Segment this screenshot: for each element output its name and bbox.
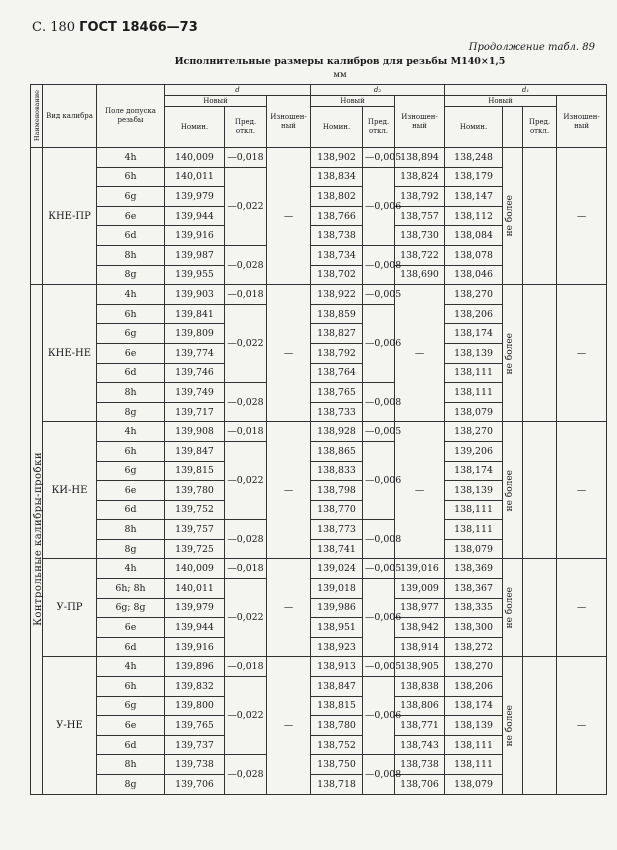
d2-nominal-cell: 138,765 — [311, 383, 363, 403]
d1-new-header: Новый — [445, 96, 557, 107]
d1-worn-cell: — — [557, 148, 607, 285]
units-label: мм — [333, 70, 347, 80]
d-nominal-cell: 139,774 — [165, 343, 225, 363]
d-new-header: Новый — [165, 96, 267, 107]
tolerance-cell: 6h; 8h — [97, 579, 165, 599]
d-nominal-cell: 139,896 — [165, 657, 225, 677]
d2-header: d₂ — [311, 85, 445, 96]
d1-nominal-cell: 139,206 — [445, 441, 503, 461]
d2-nominal-cell: 138,834 — [311, 167, 363, 187]
d2-worn-cell: 138,743 — [395, 735, 445, 755]
continuation-label: Продолжение табл. 89 — [468, 42, 595, 53]
d1-nominal-cell: 138,270 — [445, 285, 503, 305]
d-worn-cell: — — [267, 148, 311, 285]
tolerance-cell: 6g — [97, 324, 165, 344]
d1-nominal-cell: 138,270 — [445, 657, 503, 677]
d1-nominal-cell: 138,111 — [445, 520, 503, 540]
d-nominal-cell: 139,800 — [165, 696, 225, 716]
d2-worn-cell: 138,905 — [395, 657, 445, 677]
d2-worn-cell: 138,706 — [395, 775, 445, 795]
d2-nominal-cell: 138,780 — [311, 716, 363, 736]
type-cell: У-ПР — [43, 559, 97, 657]
tolerance-cell: 6d — [97, 637, 165, 657]
d-nominal-cell: 139,832 — [165, 677, 225, 697]
d-dev-cell: —0,018 — [225, 285, 267, 305]
group-label-cell — [31, 285, 43, 794]
d2-nominal-cell: 138,764 — [311, 363, 363, 383]
standard-code: ГОСТ 18466—73 — [79, 20, 198, 35]
d-worn-cell: — — [267, 559, 311, 657]
tolerance-cell: 6e — [97, 716, 165, 736]
d2-nominal-cell: 138,865 — [311, 441, 363, 461]
d2-nominal-cell: 138,792 — [311, 343, 363, 363]
tolerance-cell: 6g — [97, 696, 165, 716]
d-nominal-cell: 139,944 — [165, 618, 225, 638]
d2-nominal-cell: 138,702 — [311, 265, 363, 285]
tolerance-cell: 6d — [97, 500, 165, 520]
d1-nominal-cell: 138,139 — [445, 343, 503, 363]
d1-dev-cell — [523, 657, 557, 794]
d1-nominal-cell: 138,300 — [445, 618, 503, 638]
d2-dev-cell: —0,005 — [363, 657, 395, 677]
d-dev-cell: —0,018 — [225, 148, 267, 168]
d2-nominal-cell: 138,734 — [311, 245, 363, 265]
table-row — [31, 657, 607, 677]
d1-nominal-cell: 138,147 — [445, 187, 503, 207]
table-row — [31, 285, 607, 305]
type-column-header: Вид калибра — [43, 85, 97, 148]
d2-worn-cell: — — [395, 422, 445, 559]
d1-worn-cell: — — [557, 422, 607, 559]
tolerance-cell: 4h — [97, 148, 165, 168]
d1-nominal-cell: 138,139 — [445, 716, 503, 736]
d-nominal-cell: 139,757 — [165, 520, 225, 540]
d-worn-cell: — — [267, 422, 311, 559]
d2-new-header: Новый — [311, 96, 395, 107]
d1-nominal-cell: 138,079 — [445, 775, 503, 795]
d2-nominal-cell: 138,859 — [311, 304, 363, 324]
tolerance-cell: 6d — [97, 226, 165, 246]
tolerance-cell: 8g — [97, 265, 165, 285]
d2-dev-cell: —0,008 — [363, 755, 395, 794]
d1-nominal-cell: 138,206 — [445, 677, 503, 697]
d2-dev-cell: —0,008 — [363, 383, 395, 422]
tolerance-cell: 4h — [97, 559, 165, 579]
d2-nominal-cell: 138,833 — [311, 461, 363, 481]
d-nominal-cell: 139,955 — [165, 265, 225, 285]
tolerance-cell: 6g — [97, 461, 165, 481]
type-cell: КНЕ-НЕ — [43, 285, 97, 422]
d-nominal-cell: 139,725 — [165, 539, 225, 559]
d2-worn-header: Изношен-ный — [395, 96, 445, 148]
page-header — [32, 20, 198, 35]
d2-nominal-cell: 138,752 — [311, 735, 363, 755]
d1-worn-cell: — — [557, 559, 607, 657]
d-dev-cell: —0,018 — [225, 657, 267, 677]
tolerance-cell: 8h — [97, 520, 165, 540]
d1-nominal-cell: 138,084 — [445, 226, 503, 246]
d2-nominal-cell: 138,733 — [311, 402, 363, 422]
d-nominal-cell: 139,841 — [165, 304, 225, 324]
d2-nominal-cell: 138,923 — [311, 637, 363, 657]
type-cell: КИ-НЕ — [43, 422, 97, 559]
d1-nominal-cell: 138,335 — [445, 598, 503, 618]
d1-nominal-cell: 138,079 — [445, 402, 503, 422]
d1-nominal-cell: 138,111 — [445, 755, 503, 775]
d2-nominal-cell: 138,902 — [311, 148, 363, 168]
d2-nominal-cell: 138,773 — [311, 520, 363, 540]
tolerance-cell: 6d — [97, 363, 165, 383]
table-title: Исполнительные размеры калибров для резьбы М140×1,5 — [174, 56, 506, 67]
d2-nominal-cell: 138,827 — [311, 324, 363, 344]
d1-nominal-cell: 138,046 — [445, 265, 503, 285]
d2-worn-cell: 138,894 — [395, 148, 445, 168]
tolerance-cell: 8h — [97, 755, 165, 775]
d-dev-cell: —0,022 — [225, 441, 267, 519]
d-nominal-cell: 139,809 — [165, 324, 225, 344]
d-worn-header: Изношен-ный — [267, 96, 311, 148]
tolerance-cell: 8g — [97, 402, 165, 422]
d-nominal-cell: 139,916 — [165, 226, 225, 246]
d1-nominal-cell: 138,078 — [445, 245, 503, 265]
d-dev-cell: —0,022 — [225, 677, 267, 755]
d-dev-cell: —0,022 — [225, 579, 267, 657]
d1-nominal-cell: 138,206 — [445, 304, 503, 324]
d2-dev-cell: —0,005 — [363, 422, 395, 442]
d2-nominal-cell: 138,802 — [311, 187, 363, 207]
d-dev-cell: —0,028 — [225, 383, 267, 422]
type-cell: КНЕ-ПР — [43, 148, 97, 285]
table-row — [31, 559, 607, 579]
d-nominal-cell: 139,903 — [165, 285, 225, 305]
d2-nominal-cell: 138,738 — [311, 226, 363, 246]
d-nominal-header: Номин. — [165, 107, 225, 148]
d2-dev-cell: —0,006 — [363, 304, 395, 382]
d2-worn-cell: 138,806 — [395, 696, 445, 716]
d1-nominal-cell: 138,367 — [445, 579, 503, 599]
d1-limit-cell: не более — [503, 559, 523, 657]
d-nominal-cell: 139,752 — [165, 500, 225, 520]
d-dev-cell: —0,018 — [225, 422, 267, 442]
d-nominal-cell: 139,737 — [165, 735, 225, 755]
d1-dev-cell — [523, 559, 557, 657]
d1-header: d₁ — [445, 85, 607, 96]
table-row — [31, 422, 607, 442]
d-nominal-cell: 139,780 — [165, 481, 225, 501]
d2-dev-cell: —0,008 — [363, 520, 395, 559]
d2-worn-cell: 138,792 — [395, 187, 445, 207]
d2-nominal-cell: 139,024 — [311, 559, 363, 579]
d-nominal-cell: 139,847 — [165, 441, 225, 461]
d1-worn-cell: — — [557, 657, 607, 794]
d2-worn-cell: 138,942 — [395, 618, 445, 638]
d2-nominal-cell: 138,928 — [311, 422, 363, 442]
d2-dev-cell: —0,005 — [363, 148, 395, 168]
d-dev-cell: —0,018 — [225, 559, 267, 579]
d-nominal-cell: 139,765 — [165, 716, 225, 736]
d-dev-cell: —0,022 — [225, 167, 267, 245]
d2-dev-cell: —0,006 — [363, 167, 395, 245]
d2-worn-cell: 138,757 — [395, 206, 445, 226]
d1-nominal-cell: 138,272 — [445, 637, 503, 657]
d1-nominal-cell: 138,112 — [445, 206, 503, 226]
tolerance-cell: 6g — [97, 187, 165, 207]
d2-worn-cell: 138,977 — [395, 598, 445, 618]
tolerance-cell: 6h — [97, 677, 165, 697]
d1-blank-header — [503, 107, 523, 148]
d-dev-cell: —0,028 — [225, 245, 267, 284]
d-nominal-cell: 139,916 — [165, 637, 225, 657]
name-cell-blank — [31, 148, 43, 285]
d2-dev-cell: —0,006 — [363, 677, 395, 755]
d-nominal-cell: 139,706 — [165, 775, 225, 795]
d1-nominal-cell: 138,111 — [445, 500, 503, 520]
d-header: d — [165, 85, 311, 96]
tolerance-cell: 6e — [97, 343, 165, 363]
d1-limit-cell: не более — [503, 285, 523, 422]
d-nominal-cell: 139,717 — [165, 402, 225, 422]
d2-nominal-cell: 138,766 — [311, 206, 363, 226]
d1-worn-cell: — — [557, 285, 607, 422]
d-nominal-cell: 139,749 — [165, 383, 225, 403]
d2-nominal-cell: 138,922 — [311, 285, 363, 305]
tolerance-cell: 6h — [97, 441, 165, 461]
d2-dev-cell: —0,005 — [363, 285, 395, 305]
d-nominal-cell: 139,979 — [165, 187, 225, 207]
d2-nominal-cell: 138,847 — [311, 677, 363, 697]
d2-dev-header: Пред. откл. — [363, 107, 395, 148]
d-nominal-cell: 139,987 — [165, 245, 225, 265]
page-number: С. 180 — [32, 20, 76, 35]
d1-nominal-cell: 138,174 — [445, 696, 503, 716]
d-nominal-cell: 139,908 — [165, 422, 225, 442]
d-worn-cell: — — [267, 657, 311, 794]
d-nominal-cell: 139,979 — [165, 598, 225, 618]
d2-nominal-cell: 138,951 — [311, 618, 363, 638]
tolerance-cell: 6h — [97, 167, 165, 187]
d1-nominal-cell: 138,139 — [445, 481, 503, 501]
d2-worn-cell: 138,914 — [395, 637, 445, 657]
d2-dev-cell: —0,005 — [363, 559, 395, 579]
d2-worn-cell: 139,016 — [395, 559, 445, 579]
d-nominal-cell: 140,011 — [165, 579, 225, 599]
d2-nominal-cell: 138,770 — [311, 500, 363, 520]
d-nominal-cell: 139,815 — [165, 461, 225, 481]
name-column-header: Наименование — [31, 85, 43, 148]
d2-worn-cell: 138,730 — [395, 226, 445, 246]
tolerance-cell: 6e — [97, 481, 165, 501]
d-nominal-cell: 140,009 — [165, 148, 225, 168]
d2-nominal-cell: 138,750 — [311, 755, 363, 775]
d1-nominal-cell: 138,248 — [445, 148, 503, 168]
d1-nominal-cell: 138,174 — [445, 461, 503, 481]
d1-dev-cell — [523, 148, 557, 285]
d2-nominal-cell: 138,741 — [311, 539, 363, 559]
tolerance-cell: 6h — [97, 304, 165, 324]
d1-nominal-cell: 138,111 — [445, 383, 503, 403]
d1-limit-cell: не более — [503, 657, 523, 794]
d2-nominal-cell: 139,018 — [311, 579, 363, 599]
d2-worn-cell: 138,824 — [395, 167, 445, 187]
tolerance-cell: 8h — [97, 245, 165, 265]
d2-nominal-cell: 139,986 — [311, 598, 363, 618]
tolerance-cell: 8g — [97, 775, 165, 795]
d2-dev-cell: —0,006 — [363, 441, 395, 519]
d1-nominal-cell: 138,111 — [445, 363, 503, 383]
d2-worn-cell: 139,009 — [395, 579, 445, 599]
d2-worn-cell: 138,738 — [395, 755, 445, 775]
d1-nominal-cell: 138,270 — [445, 422, 503, 442]
tolerance-cell: 6d — [97, 735, 165, 755]
d1-nominal-cell: 138,079 — [445, 539, 503, 559]
d-dev-cell: —0,028 — [225, 755, 267, 794]
d2-nominal-cell: 138,913 — [311, 657, 363, 677]
table-row — [31, 148, 607, 168]
d1-limit-cell: не более — [503, 422, 523, 559]
d1-nominal-cell: 138,111 — [445, 735, 503, 755]
tolerance-column-header: Поле допуска резьбы — [97, 85, 165, 148]
d1-dev-header: Пред. откл. — [523, 107, 557, 148]
d2-nominal-cell: 138,718 — [311, 775, 363, 795]
d1-nominal-cell: 138,174 — [445, 324, 503, 344]
tolerance-cell: 4h — [97, 285, 165, 305]
type-cell: У-НЕ — [43, 657, 97, 794]
d1-nominal-header: Номин. — [445, 107, 503, 148]
d1-dev-cell — [523, 422, 557, 559]
d2-worn-cell: — — [395, 285, 445, 422]
d2-nominal-cell: 138,815 — [311, 696, 363, 716]
d1-limit-cell: не более — [503, 148, 523, 285]
d1-nominal-cell: 138,179 — [445, 167, 503, 187]
d2-worn-cell: 138,838 — [395, 677, 445, 697]
d2-nominal-cell: 138,798 — [311, 481, 363, 501]
d-dev-cell: —0,022 — [225, 304, 267, 382]
d-dev-cell: —0,028 — [225, 520, 267, 559]
d-nominal-cell: 139,746 — [165, 363, 225, 383]
d-worn-cell: — — [267, 285, 311, 422]
tolerance-cell: 6g; 8g — [97, 598, 165, 618]
tolerance-cell: 4h — [97, 422, 165, 442]
d2-dev-cell: —0,006 — [363, 579, 395, 657]
tolerance-cell: 6e — [97, 618, 165, 638]
d-nominal-cell: 139,738 — [165, 755, 225, 775]
d2-dev-cell: —0,008 — [363, 245, 395, 284]
d2-nominal-header: Номин. — [311, 107, 363, 148]
d1-nominal-cell: 138,369 — [445, 559, 503, 579]
tolerance-cell: 4h — [97, 657, 165, 677]
d1-worn-header: Изношен-ный — [557, 96, 607, 148]
d2-worn-cell: 138,771 — [395, 716, 445, 736]
d1-dev-cell — [523, 285, 557, 422]
tolerance-cell: 8g — [97, 539, 165, 559]
d-nominal-cell: 140,009 — [165, 559, 225, 579]
group-label: Контрольные калибры-пробки — [33, 452, 44, 627]
tolerance-cell: 8h — [97, 383, 165, 403]
d-nominal-cell: 139,944 — [165, 206, 225, 226]
d2-worn-cell: 138,722 — [395, 245, 445, 265]
calibre-table — [30, 84, 607, 795]
d-nominal-cell: 140,011 — [165, 167, 225, 187]
d-dev-header: Пред. откл. — [225, 107, 267, 148]
d2-worn-cell: 138,690 — [395, 265, 445, 285]
tolerance-cell: 6e — [97, 206, 165, 226]
